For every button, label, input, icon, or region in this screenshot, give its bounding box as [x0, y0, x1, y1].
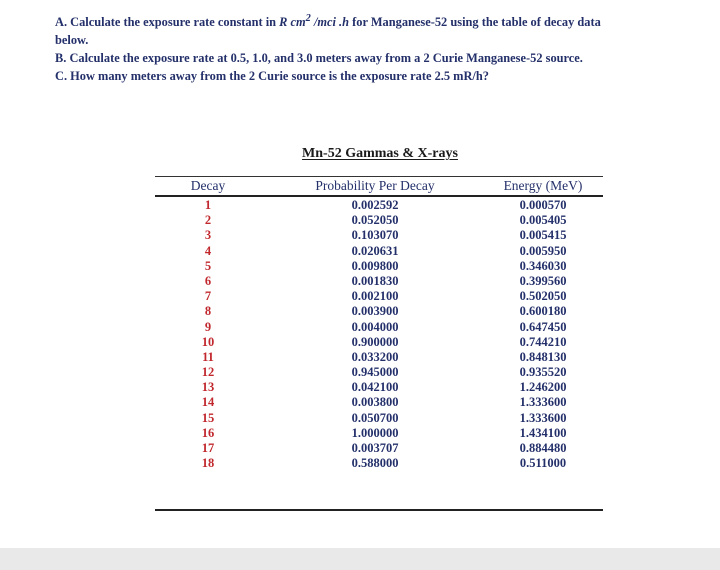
probability-cell: 1.000000 [351, 425, 399, 440]
probability-cell: 0.003900 [351, 304, 399, 319]
energy-cell: 0.884480 [519, 441, 567, 455]
probability-cell: 0.003707 [351, 441, 399, 455]
energy-cell: 1.333600 [519, 410, 567, 425]
question-c: C. How many meters away from the 2 Curie source is the exposure rate 2.5 mR/h? [55, 69, 489, 84]
decay-cell: 17 [201, 441, 215, 455]
energy-cell: 0.848130 [519, 349, 567, 364]
probability-cell: 0.900000 [351, 334, 399, 349]
probability-cell: 0.033200 [351, 349, 399, 364]
decay-cell: 18 [201, 456, 215, 471]
energy-cell: 0.935520 [519, 365, 567, 380]
probability-cell: 0.945000 [351, 365, 399, 380]
probability-cell: 0.002592 [351, 198, 399, 212]
probability-cell: 0.002100 [351, 289, 399, 304]
question-a-suffix: for Manganese-52 using the table of decay data [349, 15, 601, 30]
decay-cell: 10 [201, 334, 215, 349]
decay-cell: 7 [204, 289, 212, 304]
question-a-unit [279, 15, 349, 29]
header-energy: Energy (MeV) [503, 178, 583, 193]
decay-cell: 14 [201, 395, 215, 410]
energy-cell: 0.600180 [519, 304, 567, 319]
probability-cell: 0.588000 [351, 456, 399, 471]
question-a [55, 10, 695, 49]
energy-cell: 0.005415 [519, 228, 567, 243]
question-a-prefix: A. Calculate the exposure rate constant in [55, 15, 280, 30]
energy-cell: 0.005405 [519, 213, 567, 228]
decay-cell: 4 [204, 243, 212, 258]
decay-cell: 3 [204, 228, 212, 243]
energy-cell: 0.346030 [519, 258, 567, 273]
question-block [55, 10, 695, 85]
probability-cell: 0.052050 [351, 213, 399, 228]
header-decay: Decay [190, 178, 226, 193]
energy-cell: 0.000570 [519, 198, 567, 212]
probability-cell: 0.050700 [351, 410, 399, 425]
probability-cell: 0.009800 [351, 258, 399, 273]
decay-cell: 13 [201, 380, 215, 395]
question-a-line2: below. [55, 33, 89, 48]
decay-cell: 8 [204, 304, 212, 319]
bottom-margin [0, 548, 720, 570]
probability-cell: 0.042100 [351, 380, 399, 395]
question-b: B. Calculate the exposure rate at 0.5, 1.0, and 3.0 meters away from a 2 Curie Manganese-52 source. [55, 51, 583, 66]
energy-cell: 0.502050 [519, 289, 567, 304]
decay-column [186, 198, 230, 471]
probability-column [330, 198, 420, 471]
energy-cell: 1.333600 [519, 395, 567, 410]
decay-cell: 5 [204, 258, 212, 273]
table-header-rule [155, 195, 603, 197]
decay-cell: 1 [204, 198, 212, 212]
energy-cell: 0.511000 [519, 456, 567, 471]
probability-cell: 0.004000 [351, 319, 399, 334]
energy-column [498, 198, 588, 471]
energy-cell: 0.005950 [519, 243, 567, 258]
decay-cell: 15 [201, 410, 215, 425]
probability-cell: 0.103070 [351, 228, 399, 243]
table-title: Mn-52 Gammas & X-rays [302, 146, 458, 161]
table-top-rule [155, 176, 603, 177]
decay-cell: 12 [201, 365, 215, 380]
energy-cell: 0.647450 [519, 319, 567, 334]
energy-cell: 1.246200 [519, 380, 567, 395]
decay-cell: 6 [204, 273, 212, 288]
decay-cell: 2 [204, 213, 212, 228]
table-bottom-rule [155, 509, 603, 511]
decay-cell: 9 [204, 319, 212, 334]
unit-exponent: 2 [305, 13, 311, 24]
energy-cell: 0.744210 [519, 334, 567, 349]
energy-cell: 0.399560 [519, 273, 567, 288]
energy-cell: 1.434100 [519, 425, 567, 440]
probability-cell: 0.003800 [351, 395, 399, 410]
unit-r-cm: R cm [279, 15, 306, 30]
decay-cell: 11 [202, 349, 214, 364]
probability-cell: 0.020631 [351, 243, 399, 258]
unit-mci-h: /mci .h [310, 15, 350, 30]
probability-cell: 0.001830 [351, 273, 399, 288]
header-probability: Probability Per Decay [315, 178, 435, 193]
decay-cell: 16 [201, 425, 215, 440]
